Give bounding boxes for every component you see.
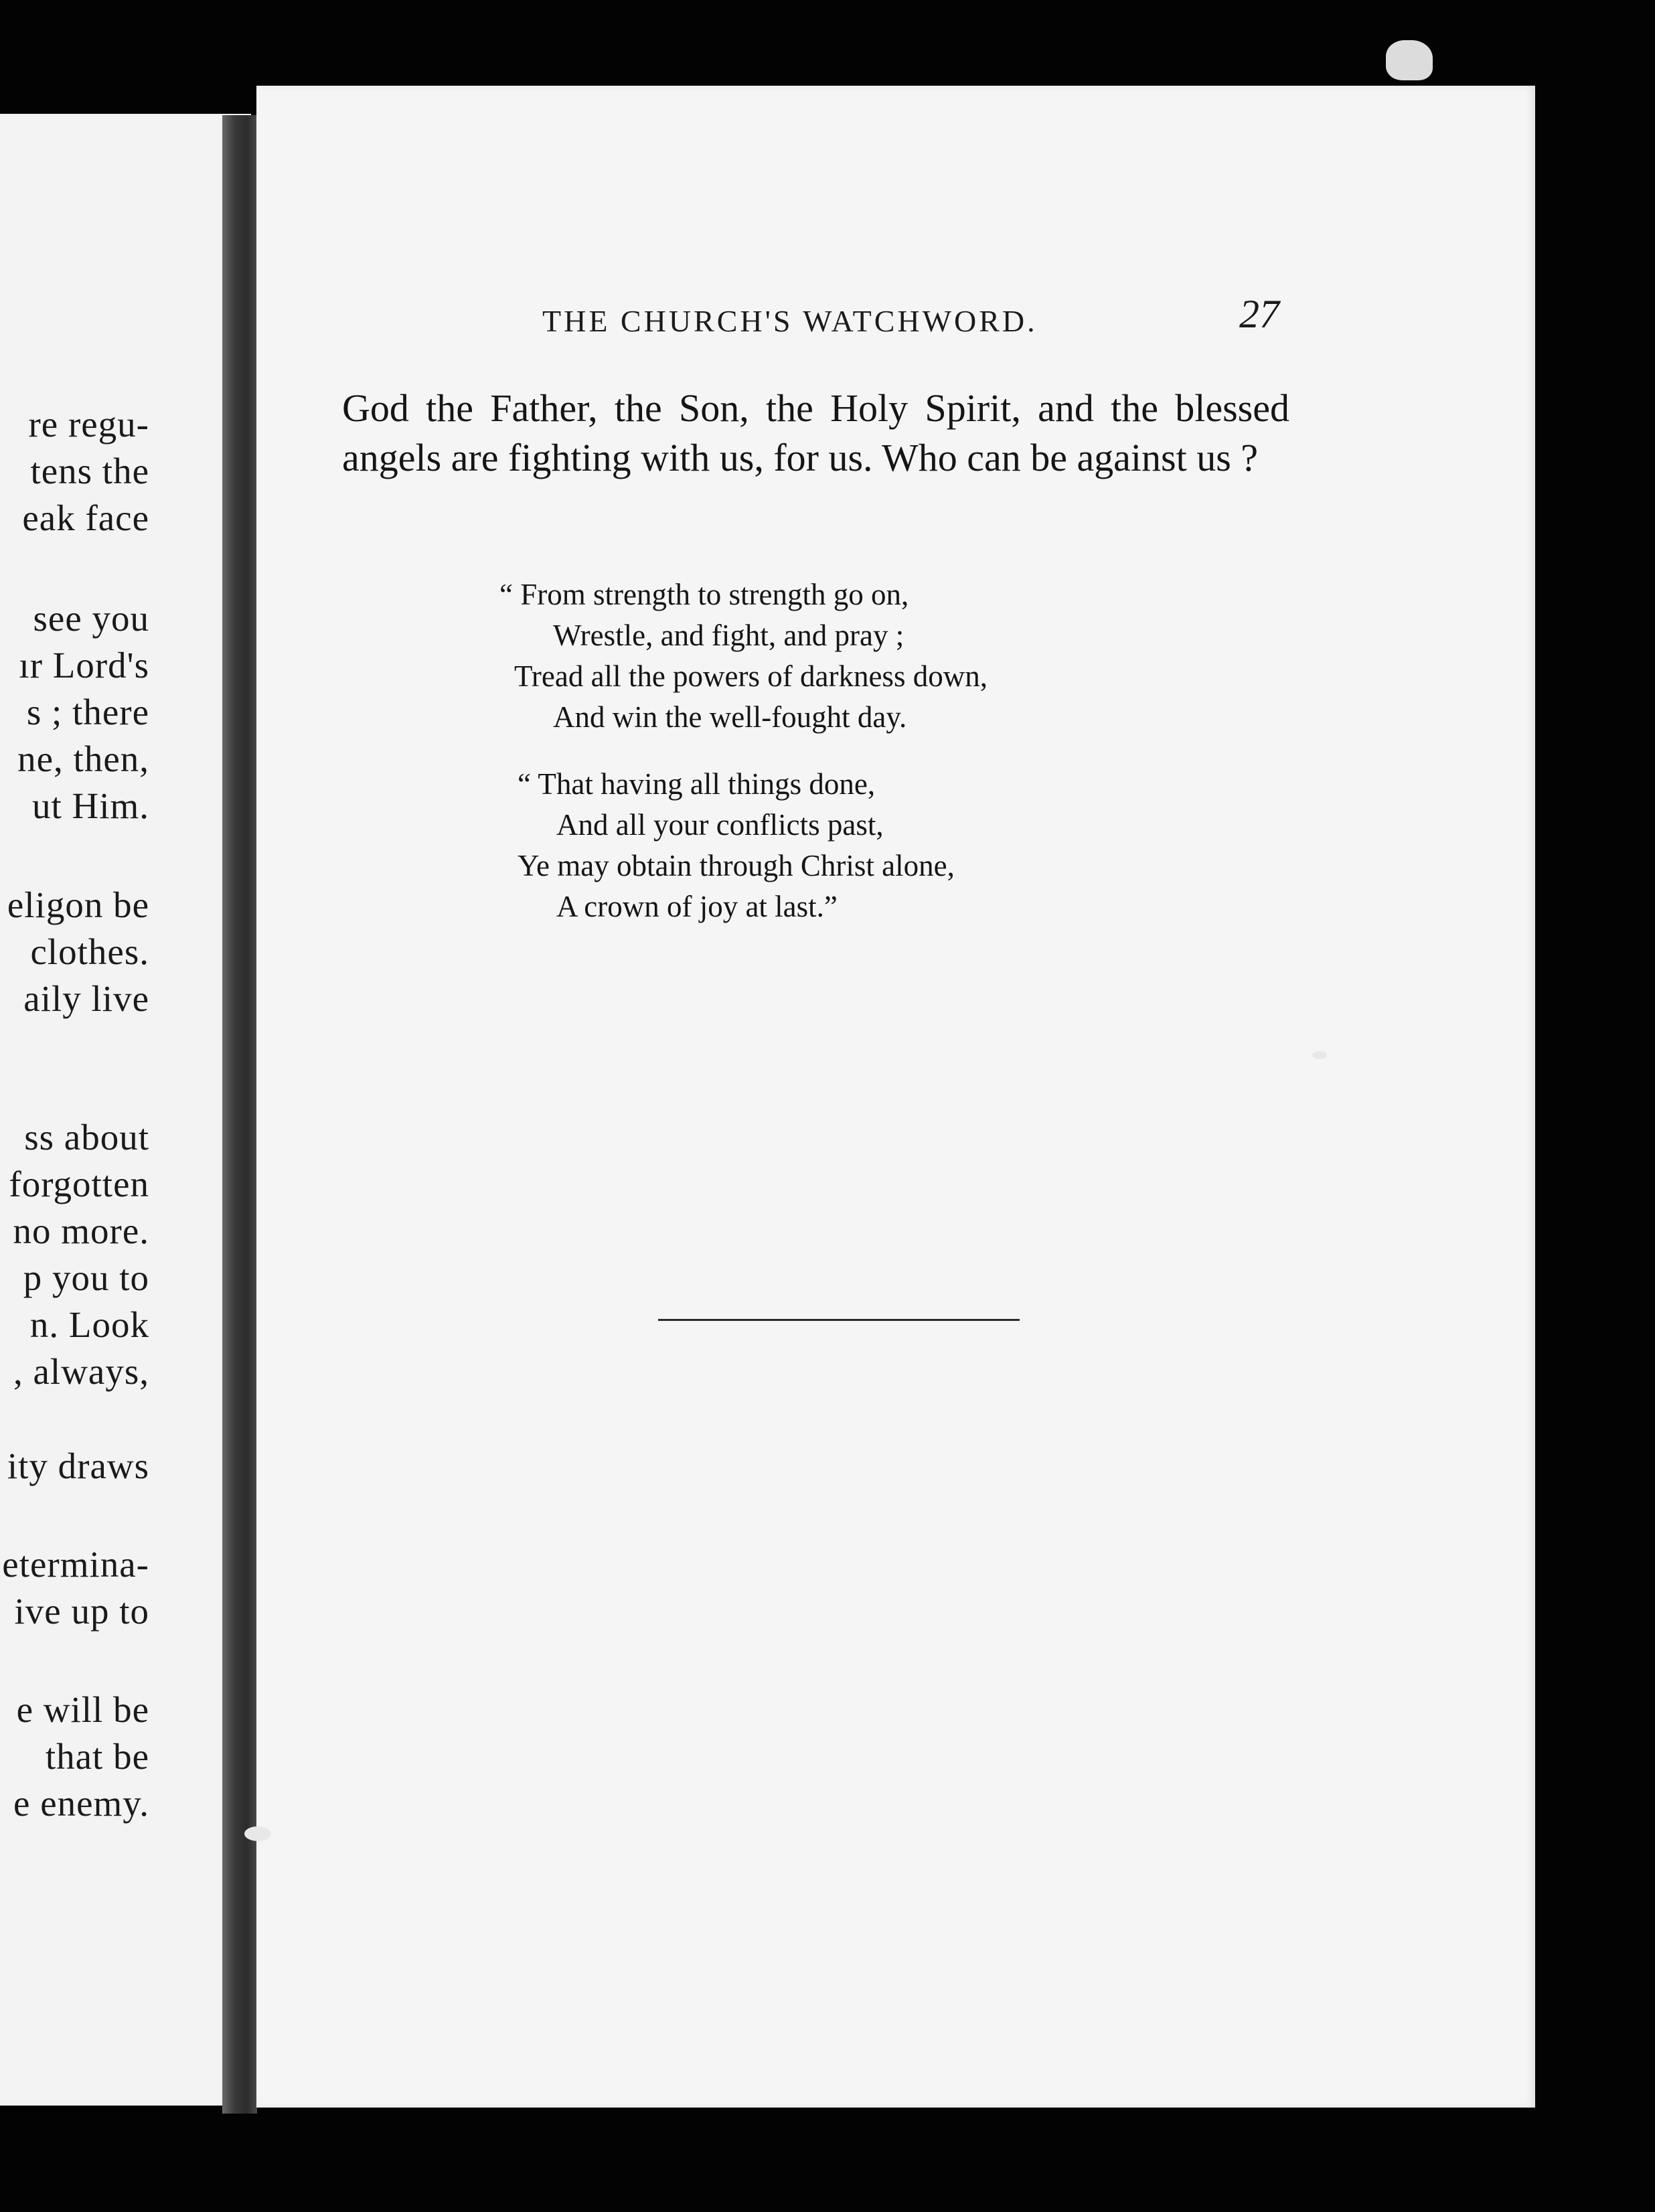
facing-line: e enemy. (13, 1783, 149, 1824)
facing-line: etermina- (2, 1544, 149, 1585)
facing-line: e will be (16, 1689, 149, 1730)
facing-line: clothes. (30, 931, 149, 972)
poem-stanza (499, 574, 988, 738)
page-number: 27 (1239, 292, 1279, 336)
facing-line: ır Lord's (19, 645, 149, 686)
verse-line: “ That having all things done, (518, 767, 876, 801)
poem-stanza (518, 764, 955, 927)
verse-line: And all your conflicts past, (556, 808, 884, 842)
facing-line: p you to (23, 1257, 149, 1298)
facing-line: forgotten (9, 1164, 149, 1204)
scan-speck (244, 1826, 271, 1841)
verse-line: A crown of joy at last.” (556, 890, 838, 923)
verse-line: Wrestle, and fight, and pray ; (553, 619, 904, 652)
verse-line: Tread all the powers of darkness down, (514, 659, 988, 693)
facing-line: eak face (22, 497, 149, 538)
facing-line: no more. (13, 1210, 149, 1251)
book-page (256, 86, 1535, 2108)
facing-line: ive up to (14, 1591, 149, 1632)
facing-line: re regu- (28, 404, 149, 445)
scan-speck (1312, 1051, 1327, 1059)
facing-page (0, 114, 251, 2106)
verse-line: “ From strength to strength go on, (499, 578, 909, 611)
section-rule (658, 1319, 1020, 1321)
book-gutter (222, 115, 257, 2114)
verse-line: Ye may obtain through Christ alone, (518, 849, 955, 882)
facing-line: tens the (30, 451, 149, 491)
facing-line: see you (33, 598, 149, 639)
facing-line: n. Look (29, 1304, 149, 1345)
body-paragraph: God the Father, the Son, the Holy Spirit, and the blessed angels are fighting with us, for us. Who can be against us ? (342, 386, 1289, 479)
facing-line: s ; there (26, 692, 149, 732)
facing-line: that be (45, 1736, 149, 1777)
facing-line: ity draws (7, 1445, 149, 1486)
verse-line: And win the well-fought day. (553, 700, 907, 734)
facing-line: ne, then, (17, 738, 149, 779)
running-title: THE CHURCH'S WATCHWORD. (542, 304, 1038, 338)
facing-line: eligon be (7, 884, 149, 925)
scan-speck (1386, 40, 1433, 80)
facing-line: ss about (24, 1117, 149, 1158)
facing-line: , always, (13, 1351, 149, 1392)
facing-line: aily live (23, 978, 149, 1019)
facing-line: ut Him. (31, 785, 149, 826)
